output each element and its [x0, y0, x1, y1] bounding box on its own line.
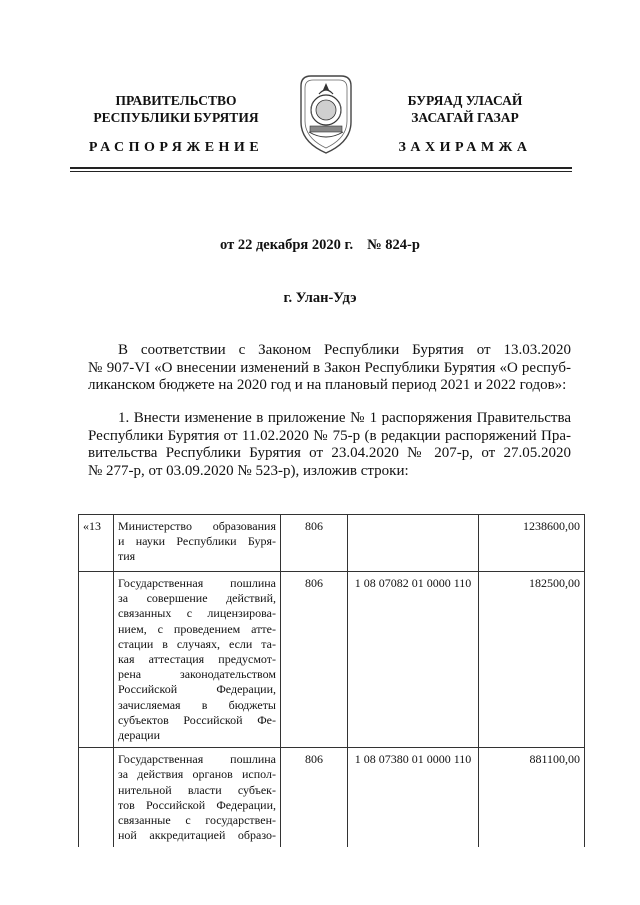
row-code: 806 — [281, 748, 348, 848]
row-name — [114, 515, 281, 572]
header-left-line2: РЕСПУБЛИКИ БУРЯТИЯ — [93, 110, 259, 125]
table-row — [79, 572, 585, 748]
row-name-line: за действия органов испол- — [118, 767, 276, 782]
table-row — [79, 748, 585, 848]
row-amount: 182500,00 — [479, 572, 585, 748]
paragraph-line: ликанском бюджете на 2020 год и на плановый период 2021 и 2022 годов»: — [88, 377, 567, 394]
row-number — [79, 572, 114, 748]
row-kbk: 1 08 07082 01 0000 110 — [348, 572, 479, 748]
paragraph-line: В соответствии с Законом Республики Бурятия от 13.03.2020 — [118, 342, 571, 358]
paragraph-line: вительства Республики Бурятия от 23.04.2020 № 207-р, от 27.05.2020 — [88, 445, 571, 462]
header-left-line1: ПРАВИТЕЛЬСТВО — [115, 93, 237, 108]
paragraph-line: Республики Бурятия от 11.02.2020 № 75-р (в редакции распоряжений Пра- — [88, 427, 571, 444]
document-date: от 22 декабря 2020 г. — [220, 237, 354, 253]
row-name-line: связанных с лицензирова- — [118, 606, 276, 621]
row-name-line: нительной власти субъек- — [118, 782, 276, 797]
row-kbk — [348, 515, 479, 572]
row-name-line: кая аттестация предусмот- — [118, 652, 276, 667]
row-name-line: и науки Республики Буря- — [118, 534, 276, 549]
row-name-line: связанные с государствен- — [118, 813, 276, 828]
republic-emblem-icon — [295, 72, 357, 156]
row-name-line: Российской Федерации, — [118, 682, 276, 697]
header-right-line1: БУРЯАД УЛАСАЙ — [407, 93, 523, 108]
row-name-line: тов Российской Федерации, — [118, 797, 276, 812]
row-name-line: тия — [118, 549, 136, 564]
row-name-line: зачисляемая в бюджеты — [118, 697, 276, 712]
paragraph-line: № 277-р, от 03.09.2020 № 523-р), изложив строки: — [88, 462, 409, 479]
paragraph-preamble — [88, 342, 571, 395]
document-city: г. Улан-Удэ — [283, 290, 357, 306]
header-right — [360, 92, 570, 126]
paragraph-line: 1. Внести изменение в приложение № 1 распоряжения Правительства — [118, 410, 571, 426]
order-title-ru: РАСПОРЯЖЕНИЕ — [88, 140, 264, 155]
row-name-line: стации в случаях, если та- — [118, 636, 276, 651]
paragraph-line: № 907-VI «О внесении изменений в Закон Республики Бурятия «О респуб- — [88, 359, 571, 376]
header-divider-thick — [70, 167, 572, 169]
table-row — [79, 515, 585, 572]
row-name-line: рена законодательством — [118, 667, 276, 682]
budget-table — [78, 514, 585, 847]
row-name-line: субъектов Российской Фе- — [118, 712, 276, 727]
row-code: 806 — [281, 515, 348, 572]
row-code: 806 — [281, 572, 348, 748]
document-number: № 824-р — [367, 237, 420, 253]
row-number: «13 — [79, 515, 114, 572]
document-date-line — [0, 237, 640, 254]
row-name — [114, 572, 281, 748]
row-name-line: нием, с проведением атте- — [118, 621, 276, 636]
row-name-line: Государственная пошлина — [118, 576, 276, 590]
row-name — [114, 748, 281, 848]
row-name-line: Государственная пошлина — [118, 752, 276, 767]
row-name-line: Министерство образования — [118, 519, 276, 533]
row-name-line: ной аккредитацией образо- — [118, 828, 276, 843]
header-left — [70, 92, 282, 126]
header-right-line2: ЗАСАГАЙ ГАЗАР — [411, 110, 519, 125]
row-amount: 881100,00 — [479, 748, 585, 848]
row-amount: 1238600,00 — [479, 515, 585, 572]
order-title-bua: ЗАХИРАМЖА — [398, 140, 532, 155]
paragraph-item-1 — [88, 410, 571, 480]
row-kbk: 1 08 07380 01 0000 110 — [348, 748, 479, 848]
row-name-line: дерации — [118, 728, 161, 743]
header-divider-thin — [70, 171, 572, 172]
row-name-line: за совершение действий, — [118, 591, 276, 606]
row-number — [79, 748, 114, 848]
